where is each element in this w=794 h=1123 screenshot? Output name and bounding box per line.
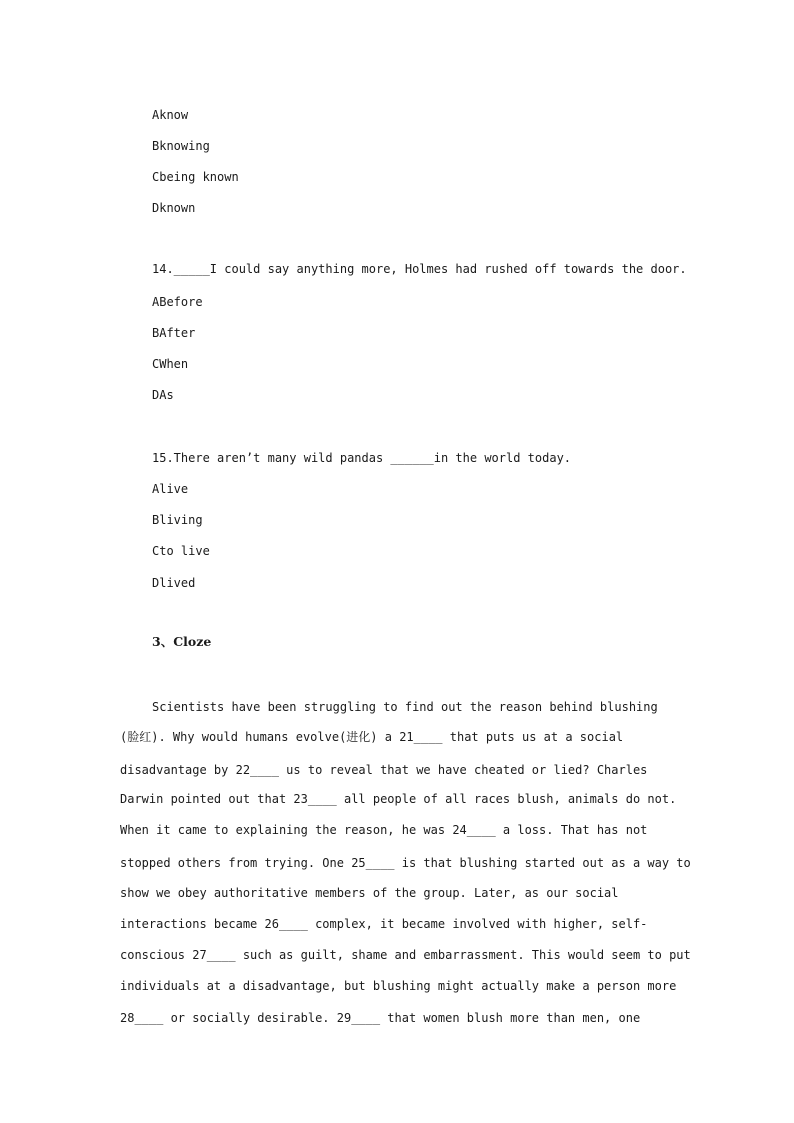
q15-option-b: Bliving bbox=[152, 513, 203, 527]
cloze-line-9: conscious 27____ such as guilt, shame and embarrassment. This would seem to put bbox=[120, 948, 691, 962]
q13-option-b: Bknowing bbox=[152, 139, 210, 153]
cloze-line-8: interactions became 26____ complex, it became involved with higher, self- bbox=[120, 917, 648, 931]
cloze-line-10: individuals at a disadvantage, but blushing might actually make a person more bbox=[120, 979, 677, 993]
q14-option-b: BAfter bbox=[152, 326, 196, 340]
q14-stem: 14._____I could say anything more, Holmes had rushed off towards the door. bbox=[152, 262, 687, 276]
q15-option-c: Cto live bbox=[152, 544, 210, 558]
cloze-line-2: (脸红). Why would humans evolve(进化) a 21____ that puts us at a social bbox=[120, 730, 624, 744]
section-heading-cloze: 3、Cloze bbox=[152, 634, 212, 649]
q13-option-c: Cbeing known bbox=[152, 170, 239, 184]
cloze-line-4: Darwin pointed out that 23____ all people of all races blush, animals do not. bbox=[120, 792, 677, 806]
q15-stem: 15.There aren’t many wild pandas ______in the world today. bbox=[152, 451, 572, 465]
q14-option-c: CWhen bbox=[152, 357, 189, 371]
cloze-line-3: disadvantage by 22____ us to reveal that we have cheated or lied? Charles bbox=[120, 763, 648, 777]
cloze-line-6: stopped others from trying. One 25____ is that blushing started out as a way to bbox=[120, 856, 691, 870]
cloze-line-5: When it came to explaining the reason, he was 24____ a loss. That has not bbox=[120, 823, 648, 837]
q13-option-d: Dknown bbox=[152, 201, 196, 215]
cloze-line-1: Scientists have been struggling to find out the reason behind blushing bbox=[152, 700, 658, 714]
cloze-line-7: show we obey authoritative members of the group. Later, as our social bbox=[120, 886, 619, 900]
q15-option-a: Alive bbox=[152, 482, 189, 496]
q14-option-d: DAs bbox=[152, 388, 174, 402]
q13-option-a: Aknow bbox=[152, 108, 189, 122]
cloze-line-11: 28____ or socially desirable. 29____ that women blush more than men, one bbox=[120, 1011, 641, 1025]
q15-option-d: Dlived bbox=[152, 576, 196, 590]
q14-option-a: ABefore bbox=[152, 295, 203, 309]
